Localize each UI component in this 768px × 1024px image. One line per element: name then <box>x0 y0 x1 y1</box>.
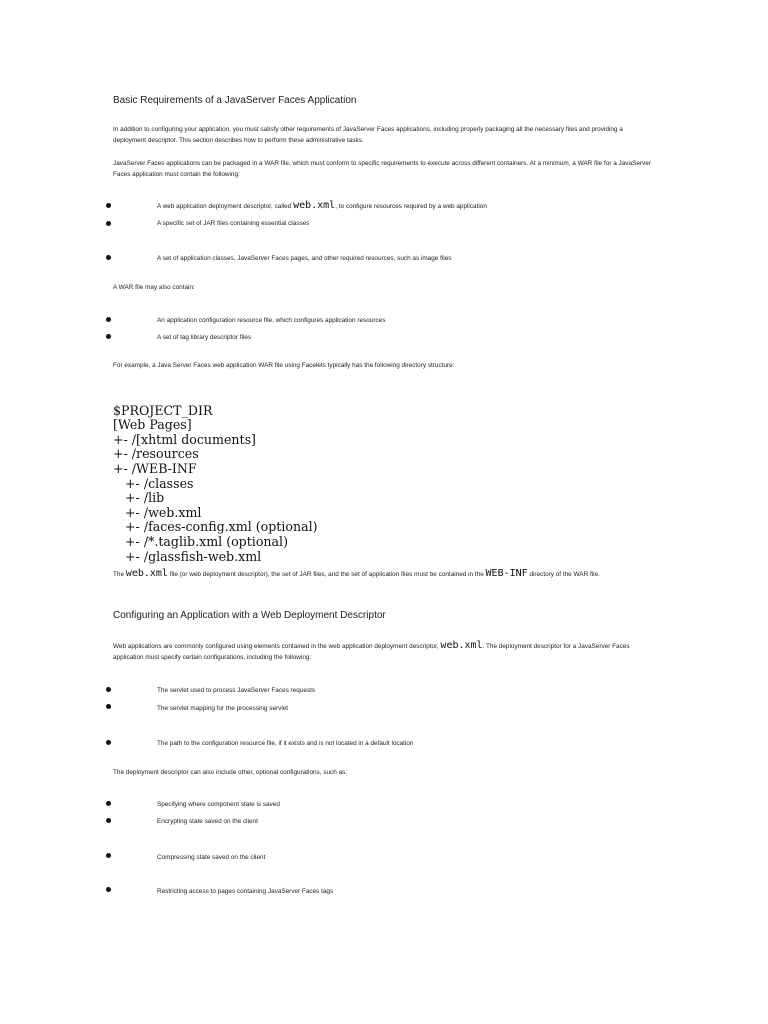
code-line: $PROJECT_DIR <box>113 402 213 418</box>
bullet-icon <box>106 704 111 709</box>
code-web-xml: web.xml <box>440 640 483 651</box>
paragraph-deployment-descriptor: Web applications are commonly configured using elements contained in the web application deployment descriptor, web.xml. The deployment descriptor for a JavaServer Faces application must specify certain configurations, including the following: <box>113 640 630 661</box>
bullet-icon <box>106 317 111 322</box>
code-line: +- /lib <box>113 490 165 506</box>
bullet-icon <box>106 853 111 858</box>
directory-structure-code-block <box>113 389 318 593</box>
bullet-icon <box>106 255 111 260</box>
list-item-encrypting-state: Encrypting state saved on the client <box>157 818 258 825</box>
code-line: +- /WEB-INF <box>113 460 197 476</box>
bullet-icon <box>106 801 111 806</box>
bullet-icon <box>106 334 111 339</box>
code-line: +- /[xhtml documents] <box>113 431 256 447</box>
code-web-xml: web.xml <box>125 568 168 579</box>
code-line: +- /resources <box>113 446 199 462</box>
code-line: [Web Pages] <box>113 417 192 433</box>
list-item-servlet-mapping: The servlet mapping for the processing servlet <box>157 705 289 712</box>
list-item-compressing-state: Compressing state saved on the client <box>157 854 266 861</box>
bullet-icon <box>106 887 111 892</box>
bullet-icon <box>106 687 111 692</box>
list-item-config-resource-file: An application configuration resource file, which configures application resources <box>157 317 386 324</box>
code-line: +- /glassfish-web.xml <box>113 548 262 564</box>
section-heading-web-deployment-descriptor: Configuring an Application with a Web Deployment Descriptor <box>113 610 386 621</box>
code-line: +- /classes <box>113 475 194 491</box>
paragraph-example-intro: For example, a Java Server Faces web application WAR file using Facelets typically has the following directory structure: <box>113 362 455 369</box>
bullet-icon <box>106 203 111 208</box>
code-web-xml: web.xml <box>293 200 336 211</box>
paragraph-optional-configurations: The deployment descriptor can also include other, optional configurations, such as: <box>113 769 348 776</box>
code-line: +- /*.taglib.xml (optional) <box>113 533 288 549</box>
list-item-application-classes: A set of application classes, JavaServer Faces pages, and other required resources, such as image files <box>157 255 452 262</box>
list-item-config-path: The path to the configuration resource file, if it exists and is not located in a default location <box>157 740 414 747</box>
list-item-component-state: Specifying where component state is saved <box>157 801 280 808</box>
list-item-tag-library: A set of tag library descriptor files <box>157 334 252 341</box>
paragraph-war-packaging: JavaServer Faces applications can be packaged in a WAR file, which must conform to specific requirements to execute across different containers. At a minimum, a WAR file for a JavaServer Faces application must contain the following: <box>113 160 651 178</box>
paragraph-intro: In addition to configuring your application, you must satisfy other requirements of JavaServer Faces applications, including properly packaging all the necessary files and providing a deployment descriptor. This section describes how to perform these administrative tasks. <box>113 126 623 144</box>
paragraph-war-may-contain: A WAR file may also contain: <box>113 284 195 291</box>
list-item-jar-files: A specific set of JAR files containing essential classes <box>157 220 310 227</box>
section-heading-basic-requirements: Basic Requirements of a JavaServer Faces Application <box>113 95 357 106</box>
list-item-servlet: The servlet used to process JavaServer Faces requests <box>157 687 316 694</box>
list-item-deployment-descriptor: A web application deployment descriptor, called web.xml, to configure resources required by a web application <box>157 200 487 211</box>
bullet-icon <box>106 818 111 823</box>
code-web-inf: WEB-INF <box>485 568 528 579</box>
paragraph-web-inf-contents: The web.xml file (or web deployment descriptor), the set of JAR files, and the set of application files must be contained in the WEB-INF directory of the WAR file. <box>113 568 600 579</box>
code-line: +- /web.xml <box>113 504 202 520</box>
bullet-icon <box>106 221 111 226</box>
bullet-icon <box>106 740 111 745</box>
list-item-restricting-access: Restricting access to pages containing JavaServer Faces tags <box>157 888 334 895</box>
code-line: +- /faces-config.xml (optional) <box>113 519 318 535</box>
